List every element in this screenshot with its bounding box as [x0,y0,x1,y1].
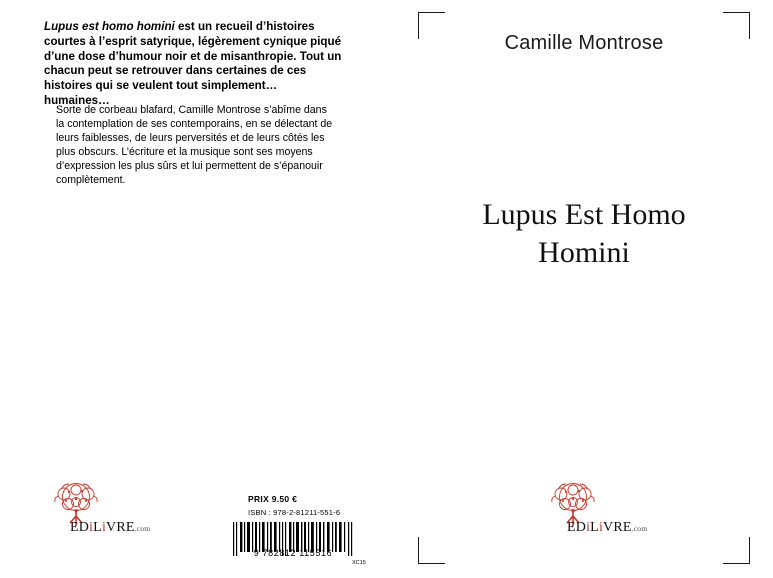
barcode-side-label: XC15 [352,560,366,566]
publisher-name [70,520,150,536]
cover-book-title [450,196,718,273]
logo-letter-d: D [575,520,587,535]
cover-title-line-2: Homini [538,236,630,270]
crop-mark-bottom-left [418,537,445,564]
price-label: PRIX 9.50 € [248,494,298,504]
crop-mark-bottom-right [723,537,750,564]
logo-domain-suffix: .com [134,524,151,533]
logo-letter-e1: E [70,520,79,535]
blurb-body: est un recueil d’histoires courtes à l’esprit satyrique, légèrement cynique piqué d’une dose d’humour noir et de misanthropie. Tout un chacun peut se retrouver dans certaines de ces histoires qui se veulent tout simplement… humaines… [44,20,342,108]
logo-domain-suffix: .com [631,524,648,533]
logo-letter-i2: i [598,520,604,535]
front-cover-panel [410,4,758,572]
logo-letter-v: V [106,520,117,535]
logo-letter-d: D [78,520,90,535]
barcode-number: 9 782812 115516 [253,548,333,558]
logo-letter-v: V [603,520,614,535]
logo-letter-e1: E [567,520,576,535]
logo-letter-i1: i [89,520,94,535]
back-cover-blurb [44,20,344,109]
publisher-logo-back [48,482,158,544]
logo-letter-e2: E [622,520,632,535]
logo-letter-l: L [590,520,599,535]
publisher-name [567,520,647,536]
cover-title-line-1: Lupus Est Homo [482,198,686,231]
logo-letter-r: R [116,520,126,535]
publisher-logo-front [545,482,655,544]
logo-letter-e2: E [125,520,135,535]
isbn-label: ISBN : 978-2-81211-551-6 [248,508,341,517]
logo-letter-i1: i [586,520,591,535]
blurb-book-title: Lupus est homo homini [44,20,175,33]
logo-letter-l: L [93,520,102,535]
cover-author-name: Camille Montrose [504,32,664,54]
author-biography: Sorte de corbeau blafard, Camille Montrose s’abîme dans la contemplation de ses contemporains, en se délectant de leurs faiblesses, de leurs perversités et de leurs côtés les plus obscurs. L’écriture et la musique sont ses moyens d’expression les plus sûrs et lui permettent de s’épanouir complètement. [56,104,333,187]
logo-letter-r: R [613,520,623,535]
logo-letter-i2: i [101,520,107,535]
